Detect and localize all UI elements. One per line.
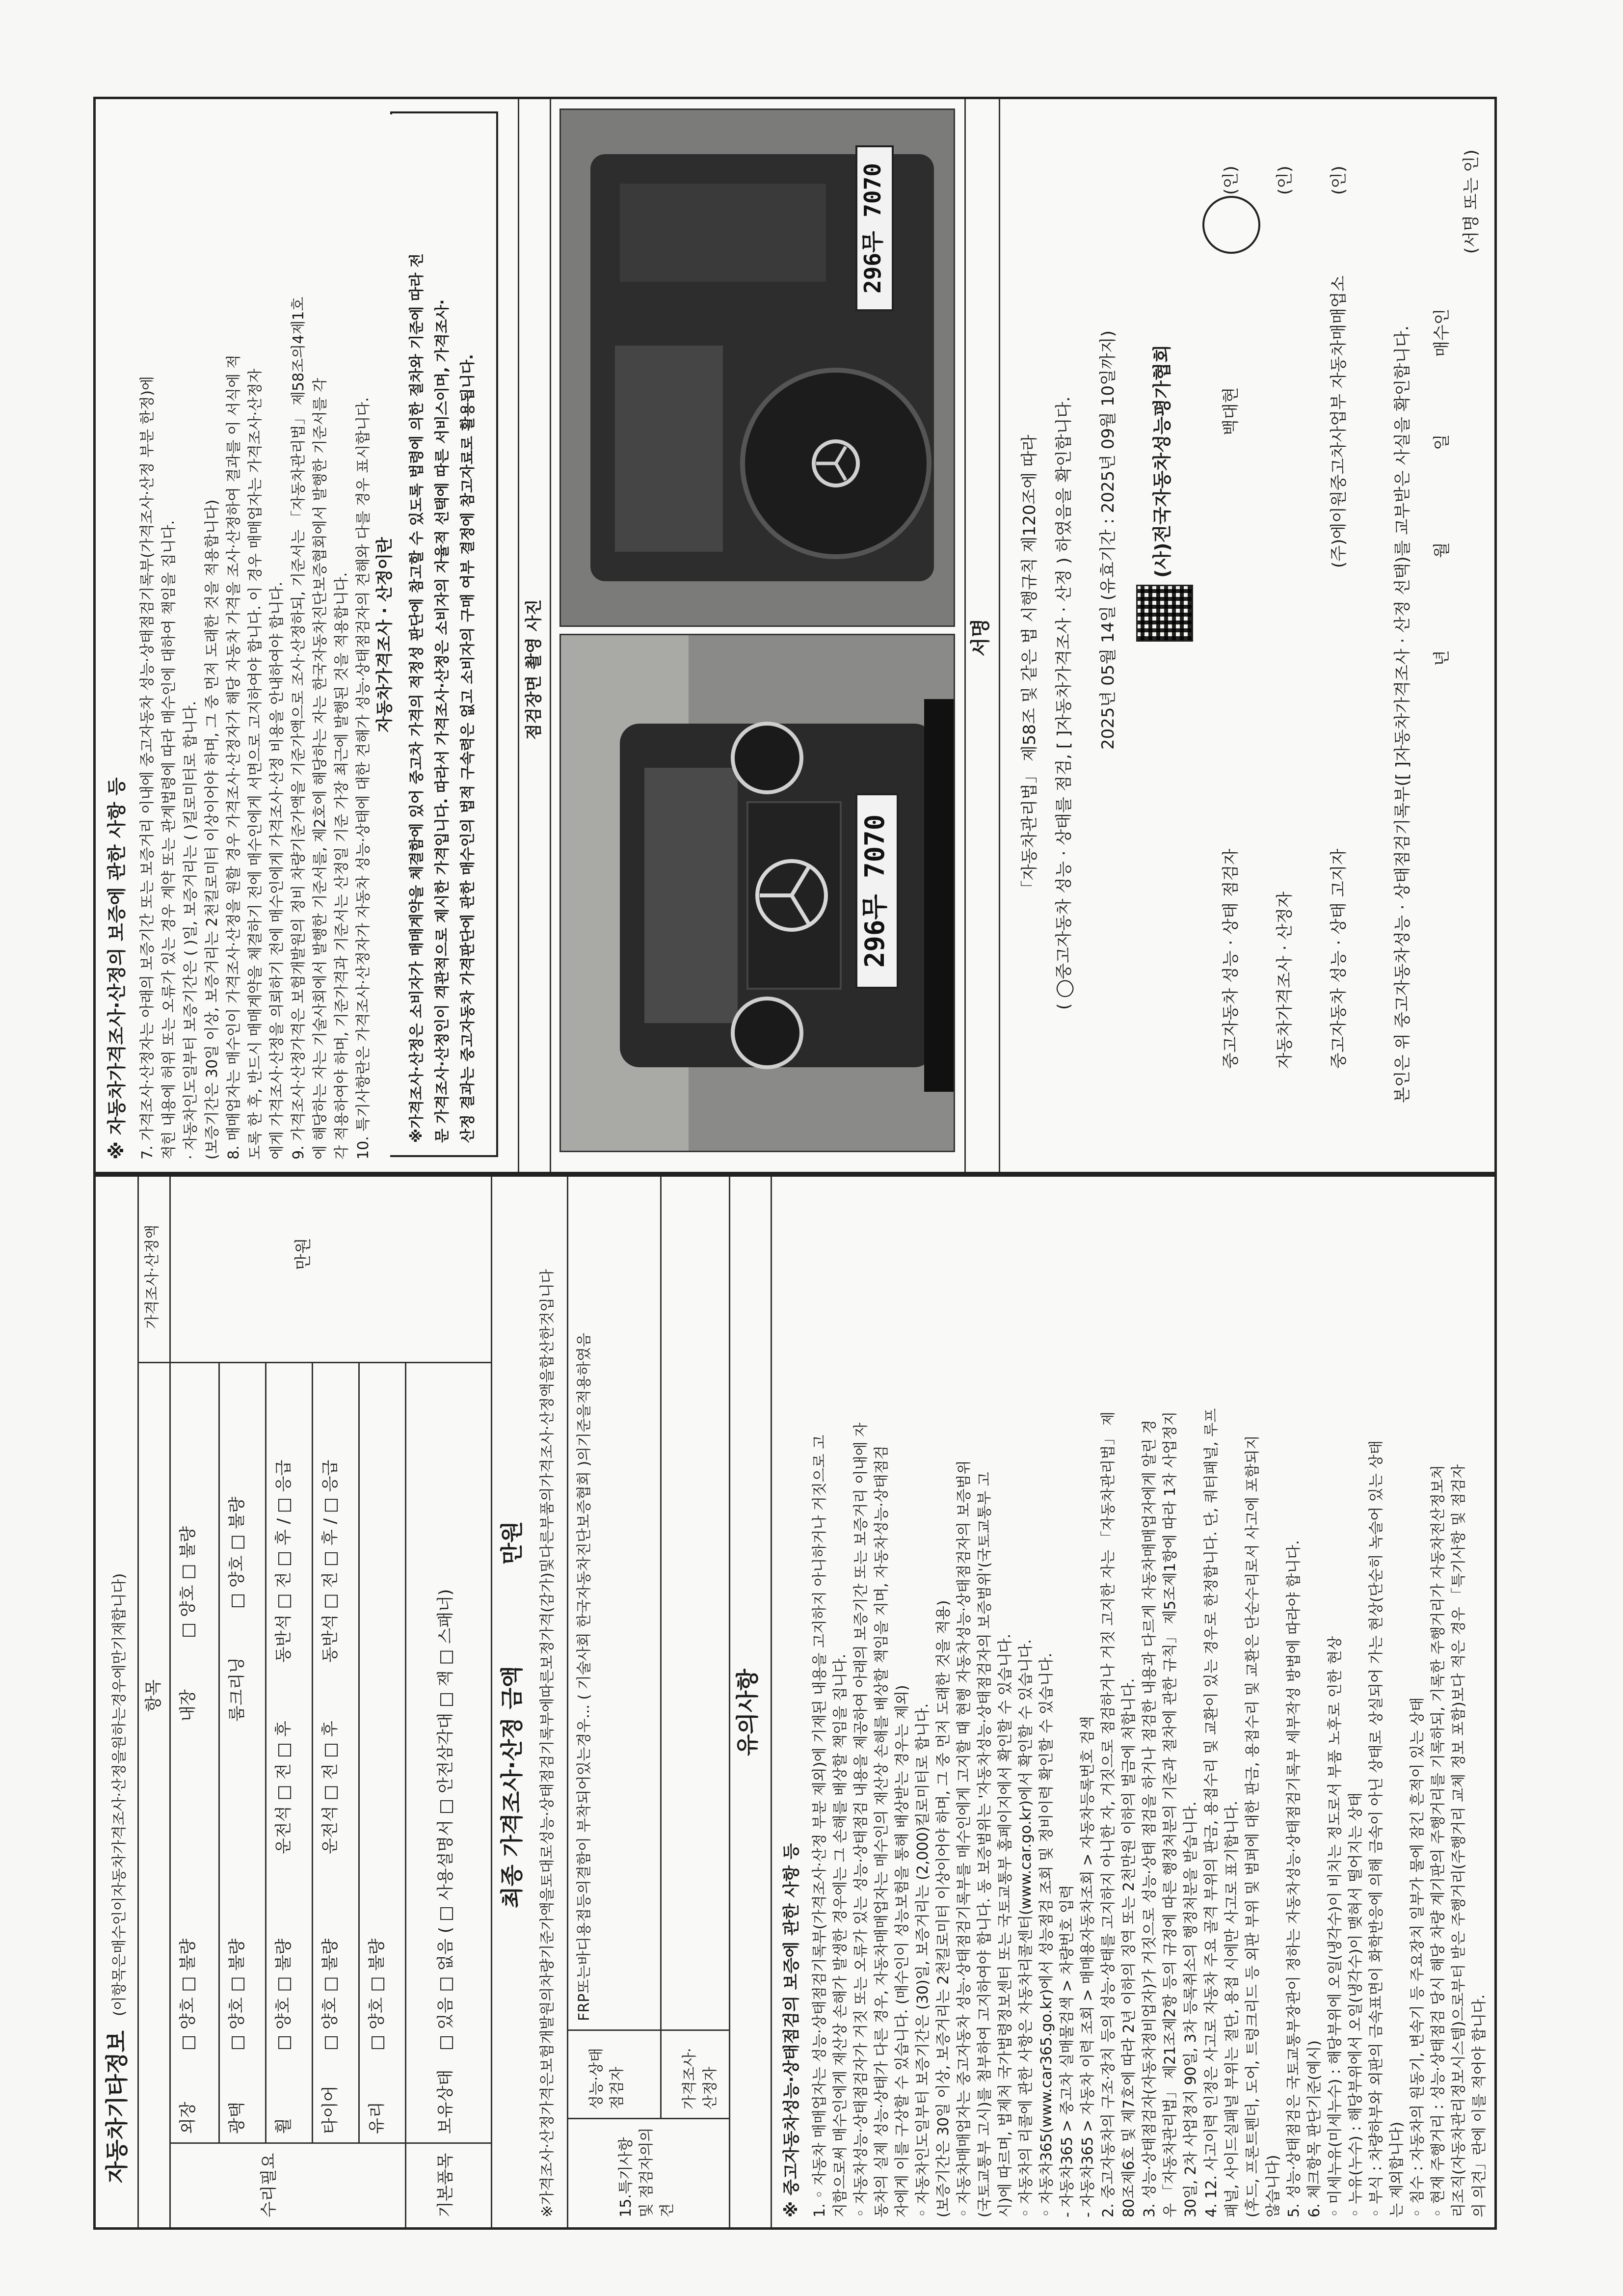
text-line: ◦ 침수 : 자동차의 원동기, 변속기 등 주요장치 일부가 물에 잠긴 흔적이 있는 상태: [1409, 1697, 1426, 2217]
text-line: 1. ◦ 자동차 매매업자는 성능·상태점검기록부(가격조사·산정 부분 제외)에 기재된 내용을 고지하지 아니하거나 거짓으로 고: [811, 1434, 828, 2217]
section-title: 자동차기타정보: [104, 2030, 130, 2183]
front-photo: [559, 634, 955, 1152]
sign-title: 서명: [969, 618, 992, 656]
text-line: 산정 결과는 중고자동차 가격판단에 관한 매수인의 법적 구속력은 없고 소비자의 구매 여부 결정에 참고자료로 활용됩니다.: [459, 354, 477, 1143]
text-line: 패널, 사이드실패널 부위는 절단, 용접 시에만 사고로 표기합니다.: [1224, 1801, 1241, 2217]
text-line: ◦ 현재 주행거리 : 성능·상태점검 당시 해당 차량 계기판의 주행거리를 기록하되, 기록한 주행거리가 자동차전산정보처: [1430, 1465, 1447, 2217]
row-label: 외장: [178, 2102, 198, 2134]
seal-stamp-icon: [1202, 196, 1260, 254]
row-label: 운전석 □ 전 □ 후: [320, 1721, 340, 1854]
text-line: - 자동차365 > 자동차 이력 조회 > 매매용자동차조회 > 자동차등록번호 검색: [1079, 1716, 1096, 2217]
confirm-day: 일: [1432, 434, 1452, 450]
text-line: 10. 특기사항란은 가격조사·산정자가 자동차 성능·상태에 대한 견해가 성능·상태점검자의 견해와 다를 경우 표시합니다.: [355, 397, 372, 1160]
text-line: 각 적용하여야 하며, 기준가격과 기준서는 산정일 기준 가장 최근에 발행된 것을 적용합니다.: [333, 572, 350, 1160]
signer-mark: (인): [1221, 165, 1241, 195]
row-check[interactable]: □ 양호 □ 불량: [274, 1938, 293, 2051]
text-line: 에게 가격조사·산정을 의뢰하기 전에 매수인에게 가격조사·산정 비용을 안내하여야 합니다.: [268, 581, 286, 1160]
rear-car-graphic: [561, 110, 954, 625]
signer-label: 자동차가격조사 · 산정자: [1275, 891, 1295, 1069]
text-line: 동차의 실제 성능·상태가 다른 경우, 자동차매매업자는 매수인의 재산상 손해를 배상할 책임을 지며, 자동차성능·상태점검: [873, 1445, 890, 2217]
text-line: ◦ 자동차의 리콜에 관한 사항은 자동차리콜센터(www.car.go.kr)에서 확인할 수 있습니다.: [1017, 1639, 1035, 2217]
row-label: 보유상태: [436, 2069, 455, 2134]
group-repair-label: 수리필요: [259, 2153, 279, 2217]
text-line: 4. 12. 사고이력 인정은 사고로 자동차 주요 골격 부위의 판금, 용접수리 및 교환이 있는 경우로 한정합니다. 단, 쿼터패널, 루프: [1203, 1408, 1220, 2217]
row-check[interactable]: □ 양호 □ 불량: [178, 1938, 198, 2051]
text-line: 8. 매매업자는 매수인이 가격조사·산정을 원할 경우 가격조사·산정자가 해당 자동차 가격을 조사·산정하여 결과를 이 서식에 적: [225, 354, 242, 1160]
text-line: 7. 가격조사·산정자는 아래의 보증기간 또는 보증거리 이내에 중고자동차 성능·상태점검기록부(가격조사·산정 부분 한정)에: [139, 376, 156, 1160]
row-check[interactable]: □ 양호 □ 불량: [320, 1938, 340, 2051]
row-label: 룸크리닝: [227, 1657, 247, 1722]
sign-line-2: ( ◯중고자동차 성능 · 상태를 점검, [ ]자동차가격조사 · 산정 ) 하였음을 확인합니다.: [1054, 396, 1074, 1010]
sign-line-1: 「자동차관리법」 제58조 및 같은 법 시행규칙 제120조에 따라: [1020, 434, 1039, 897]
text-line: 6. 체크항목 판단기준(예시): [1306, 2040, 1323, 2217]
row-check[interactable]: □ 양호 □ 불량: [227, 1938, 247, 2051]
text-line: 는 제외합니다): [1388, 2121, 1406, 2217]
opinion-text: FRP또는바디용접등의결함이 부착되어있는경우... ( 기술사회 한국자동차진단보증협회 )의기준을적용하였음: [576, 1332, 593, 2021]
row-label: 내장: [178, 1689, 198, 1722]
signer-label: 중고자동차 성능 · 상태 고지자: [1329, 848, 1349, 1069]
row-check[interactable]: □ 양호 □ 불량: [367, 1938, 387, 2051]
sign-date: 2025년 05월 14일 (유효기간 : 2025년 09월 10일까지): [1098, 330, 1118, 750]
col-item-header: 항목: [144, 1679, 163, 1712]
final-price-title: 최종 가격조사·산정 금액: [499, 1666, 525, 1908]
signer-mark: (인): [1329, 165, 1349, 195]
row-check[interactable]: □ 양호 □ 불량: [227, 1496, 247, 1609]
section-note: (이항목은매수인이자동차가격조사·산정을원하는경우에만기재합니다): [111, 1573, 128, 2016]
buyer-label: 매수인: [1432, 308, 1452, 357]
text-line: - 자동차365 > 중고차 실매물검색 > 차량번호 입력: [1059, 1885, 1076, 2217]
text-line: 의 의견」란에 이를 적어야 합니다.: [1471, 1994, 1488, 2217]
left-panel: [93, 1174, 1497, 2230]
row-check[interactable]: □ 양호 □ 불량: [178, 1526, 198, 1638]
sign-organization: (사)전국자동차성능평가협회: [1151, 344, 1173, 578]
text-line: ◦ 자동차매매업자는 중고자동차 성능·상태점검기록부를 매수인에게 고지할 때 현행 자동차성능·상태점검자의 보증범위: [956, 1460, 973, 2217]
license-plate: 296무 7070: [855, 793, 899, 989]
group-basic-label: 기본품목: [436, 2153, 455, 2217]
text-line: (국토교통부 고시)를 첨부하여 고지하여야 합니다. 동 보증범위는 '자동차성능·상태점검자의 보증범위'(국토교통부 고: [976, 1472, 993, 2217]
photo-title: 점검장면 촬영 사진: [524, 599, 544, 740]
text-line: 우 「자동차관리법」 제21조제2항 등의 규정에 따른 행정처분의 기준과 절차에 관한 규칙」 제5조제1항에 따라 1차 사업정지: [1162, 1411, 1179, 2217]
guarantee-heading: ※ 자동차가격조사·산정의 보증에 관한 사항 등: [106, 777, 128, 1160]
text-line: 80조제6호 및 제7호에 따라 2년 이하의 징역 또는 2천만원 이하의 벌금에 처합니다.: [1120, 1678, 1138, 2217]
text-line: 자에게 이를 구상할 수 있습니다. (매수인이 성능보험을 통해 배상받는 경우는 제외): [894, 1685, 911, 2217]
right-panel: [93, 97, 1497, 1174]
confirm-line: 본인은 위 중고자동차성능 · 상태점검기록부([ ]자동차가격조사 · 산정 선택)를 교부받은 사실을 확인합니다.: [1393, 325, 1412, 1103]
notice-title: 유의사항: [734, 1669, 761, 1756]
license-plate-rear: 296무 7070: [855, 145, 894, 311]
text-line: 30일, 2차 사업정지 90일, 3차 등록취소의 행정처분을 받습니다.: [1182, 1801, 1199, 2217]
text-line: 문 가격조사·산정인이 객관적으로 제시한 가격입니다. 따라서 가격조사·산정은 소비자의 자율적 선택에 따른 서비스이며, 가격조사·: [434, 299, 451, 1143]
text-line: 리조직(자동차관리정보시스템)으로부터 받은 주행거리(주행거리 교체 정보 포함)보다 적은 경우 「특기사항 및 점검자: [1450, 1464, 1467, 2217]
signer-name: (주)에이원중고차사업부 자동차매매업소: [1329, 275, 1349, 568]
row-label: 유리: [367, 2102, 387, 2134]
text-line: 5. 성능·상태점검은 국토교통부장관이 정하는 자동차성능·상태점검기록부 세부작성 방법에 따라야 합니다.: [1285, 1540, 1303, 2217]
text-line: 적힌 내용에 허위 또는 오류가 있는 경우 계약 또는 관계법령에 따라 매수인에 대하여 책임을 집니다.: [160, 520, 178, 1160]
text-line: 않습니다): [1265, 2155, 1282, 2217]
text-line: 9. 가격조사·산정가격은 보험개발원의 정비 차량기준가액을 기준가액으로 조사·산정하되, 기준서는 「자동차관리법」 제58조의4제1호: [290, 297, 307, 1160]
row-check[interactable]: □ 있음 □ 없음 ( □ 사용설명서 □ 안전삼각대 □ 잭 □ 스패너): [436, 1589, 455, 2051]
final-price-note: ※가격조사·산정가격은보험개발원의차량기준가액을토대로성능·상태점검기록부에따른보정가격(감가)및다른부품의가격조사·산정액을합산한것입니다: [539, 1269, 556, 2217]
text-line: ◦ 자동차성능·상태점검자가 거짓 또는 오류가 있는 성능·상태점검 내용을 제공하여 아래의 보증기간 또는 보증거리 이내에 자: [852, 1422, 870, 2217]
final-price-unit: 만원: [499, 1521, 525, 1565]
rear-photo: [559, 108, 955, 627]
price-unit: 만원: [293, 1238, 313, 1270]
signer-name: 백대현: [1221, 387, 1241, 435]
text-line: 지함으로써 매수인에게 재산상 손해가 발생한 경우에는 그 손해를 배상할 책임을 집니다.: [832, 1653, 849, 2217]
opinion-inspector: 성능·상태 점검자: [588, 2048, 626, 2109]
row-label: 광택: [227, 2102, 247, 2134]
text-line: ◦ 자동차365(www.car365.go.kr)에서 성능점검 조회 및 정비이력 확인할 수 있습니다.: [1038, 1652, 1055, 2217]
text-line: 에 해당하는 자는 기술사회에서 발행한 기준서를, 제2호에 해당하는 자는 한국자동차진단보증협회에서 발행한 기준서를 각: [312, 378, 329, 1160]
confirm-year: 년: [1432, 650, 1452, 666]
row-label: 타이어: [320, 2085, 340, 2134]
text-line: ◦ 부식 : 차량하부와 외판의 금속표면이 화학반응에 의해 금속이 아닌 상태로 상실되어 가는 현상(단순히 녹슬어 있는 상태: [1368, 1440, 1385, 2217]
row-label: 휠: [274, 2118, 293, 2134]
buyer-sign-mark: (서명 또는 인): [1462, 149, 1481, 254]
notice-heading: ※ 중고자동차성능·상태점검의 보증에 관한 사항 등: [782, 1843, 801, 2217]
text-line: ◦ 누유(누수) : 해당부위에서 오일(냉각수)이 맺혀서 떨어지는 상태: [1347, 1792, 1364, 2217]
text-line: (보증기간은 30일 이상, 보증거리는 2천킬로미터 이상이어야 하며, 그 중 먼저 도래한 것을 적용합니다): [204, 499, 221, 1160]
text-line: · 자동차인도일부터 보증기간은 ( )일, 보증거리는 ( )킬로미터로 합니다.: [182, 701, 199, 1160]
appraisal-box-title-text: 자동차가격조사 · 산정이란: [375, 527, 395, 742]
text-line: 3. 성능·상태점검자(자동차정비업자)가 거짓으로 성능·상태 점검을 하거나 점검한 내용과 다르게 자동차매매업자에게 알린 경: [1141, 1420, 1158, 2217]
opinion-label: 15.특기사항및 점검자의의견: [617, 2127, 676, 2217]
signer-label: 중고자동차 성능 · 상태 점검자: [1221, 848, 1241, 1069]
qr-code-icon: [1136, 585, 1193, 642]
text-line: ※가격조사·산정은 소비자가 매매계약을 체결함에 있어 중고차 가격의 적정성 판단에 참고할 수 있도록 법령에 의한 절차와 기준에 따라 전: [408, 253, 426, 1143]
col-price-header: 가격조사·산정액: [144, 1224, 161, 1329]
row-label: 운전석 □ 전 □ 후: [274, 1721, 293, 1854]
row-check[interactable]: 동반석 □ 전 □ 후 / □ 응급: [320, 1459, 340, 1663]
text-line: 2. 중고자동차의 구조·장치 등의 성능·상태를 고지하지 아니한 자, 거짓으로 점검하거나 거짓 고지한 자는 「자동차관리법」 제: [1100, 1411, 1117, 2217]
text-line: ◦ 자동차인도일부터 보증기간은 (30)일, 보증거리는 (2,000)킬로미터로 합니다.: [914, 1703, 931, 2217]
opinion-appraiser: 가격조사· 산정자: [681, 2048, 719, 2109]
confirm-month: 월: [1432, 542, 1452, 558]
text-line: (보증기간은 30일 이상, 보증거리는 2천킬로미터 이상이어야 하며, 그 중 먼저 도래한 것을 적용): [935, 1600, 952, 2217]
text-line: 시)에 따르며, 법제처 국가법령정보센터 또는 국토교통부 홈페이지에서 확인할 수 있습니다.: [997, 1634, 1014, 2217]
text-line: 도록 한 후, 반드시 매매계약을 체결하기 전에 매수인에게 서면으로 고지하여야 합니다. 이 경우 매매업자는 가격조사·산정자: [247, 368, 264, 1160]
row-check[interactable]: 동반석 □ 전 □ 후 / □ 응급: [274, 1459, 293, 1663]
appraisal-info-box: [375, 111, 498, 1157]
signer-mark: (인): [1275, 165, 1295, 195]
text-line: ◦ 미세누유(미세누수) : 해당부위에 오일(냉각수)이 비치는 정도로서 부품 노후로 인한 현상: [1327, 1636, 1344, 2217]
text-line: (후드, 프론트펜더, 도어, 트렁크리드 등 외판 부위 및 범퍼에 대한 판금, 용접수리 및 교환은 단순수리로서 사고에 포함되지: [1244, 1435, 1261, 2217]
appraisal-box-title: [373, 114, 396, 1155]
